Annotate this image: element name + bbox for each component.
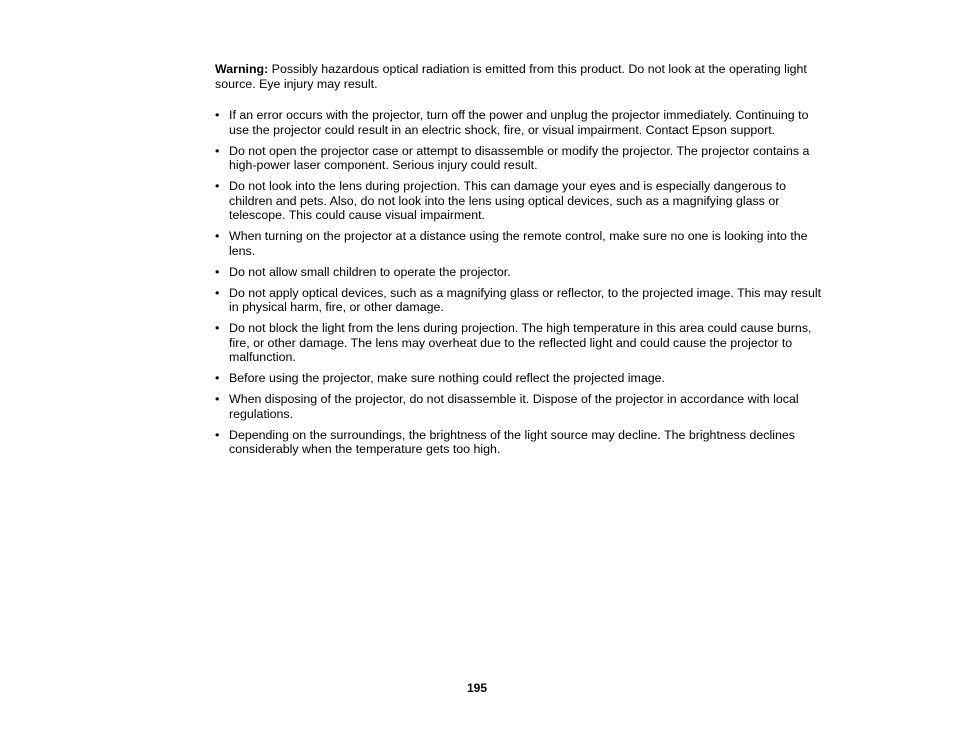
bullet-icon: •: [215, 371, 220, 386]
bullet-icon: •: [215, 392, 220, 407]
list-item: [215, 428, 825, 457]
bullet-icon: •: [215, 143, 220, 158]
list-item-text: Depending on the surroundings, the brightness of the light source may decline. The brightness declines considerably when the temperature gets too high.: [229, 427, 795, 457]
list-item-text: Do not allow small children to operate the projector.: [229, 264, 511, 279]
list-item: [215, 321, 825, 365]
bullet-icon: •: [215, 285, 220, 300]
list-item: [215, 392, 825, 421]
list-item: [215, 371, 825, 386]
bullet-icon: •: [215, 229, 220, 244]
list-item: [215, 286, 825, 315]
list-item-text: When disposing of the projector, do not disassemble it. Dispose of the projector in accordance with local regulations.: [229, 392, 799, 421]
list-item-text: Do not block the light from the lens during projection. The high temperature in this area could cause burns, fire, or other damage. The lens may overheat due to the reflected light and could cause the projector to malfunction.: [229, 321, 812, 365]
warning-paragraph: [215, 62, 825, 91]
page-number: 195: [466, 681, 488, 695]
list-item-text: Do not apply optical devices, such as a magnifying glass or reflector, to the projected image. This may result in physical harm, fire, or other damage.: [229, 285, 822, 315]
safety-bullet-list: [215, 108, 825, 457]
warning-label: Warning:: [215, 62, 269, 76]
bullet-icon: •: [215, 179, 220, 194]
bullet-icon: •: [215, 427, 220, 442]
list-item: [215, 229, 825, 258]
bullet-icon: •: [215, 321, 220, 336]
warning-text: Possibly hazardous optical radiation is emitted from this product. Do not look at the operating light source. Eye injury may result.: [215, 62, 807, 91]
list-item: [215, 265, 825, 280]
list-item-text: Before using the projector, make sure nothing could reflect the projected image.: [229, 371, 665, 386]
document-body: [215, 62, 825, 463]
bullet-icon: •: [215, 264, 220, 279]
bullet-icon: •: [215, 108, 220, 123]
list-item: [215, 108, 825, 137]
list-item-text: Do not open the projector case or attempt to disassemble or modify the projector. The projector contains a high-power laser component. Serious injury could result.: [229, 143, 810, 173]
list-item-text: Do not look into the lens during projection. This can damage your eyes and is especially dangerous to children and pets. Also, do not look into the lens using optical devices, such as a magnifying glass or telescope. This could cause visual impairment.: [229, 179, 786, 223]
list-item-text: When turning on the projector at a distance using the remote control, make sure no one is looking into the lens.: [229, 229, 808, 258]
list-item: [215, 179, 825, 223]
list-item-text: If an error occurs with the projector, turn off the power and unplug the projector immediately. Continuing to use the projector could result in an electric shock, fire, or visual impairment. Contact Epson support.: [229, 108, 809, 137]
list-item: [215, 144, 825, 173]
